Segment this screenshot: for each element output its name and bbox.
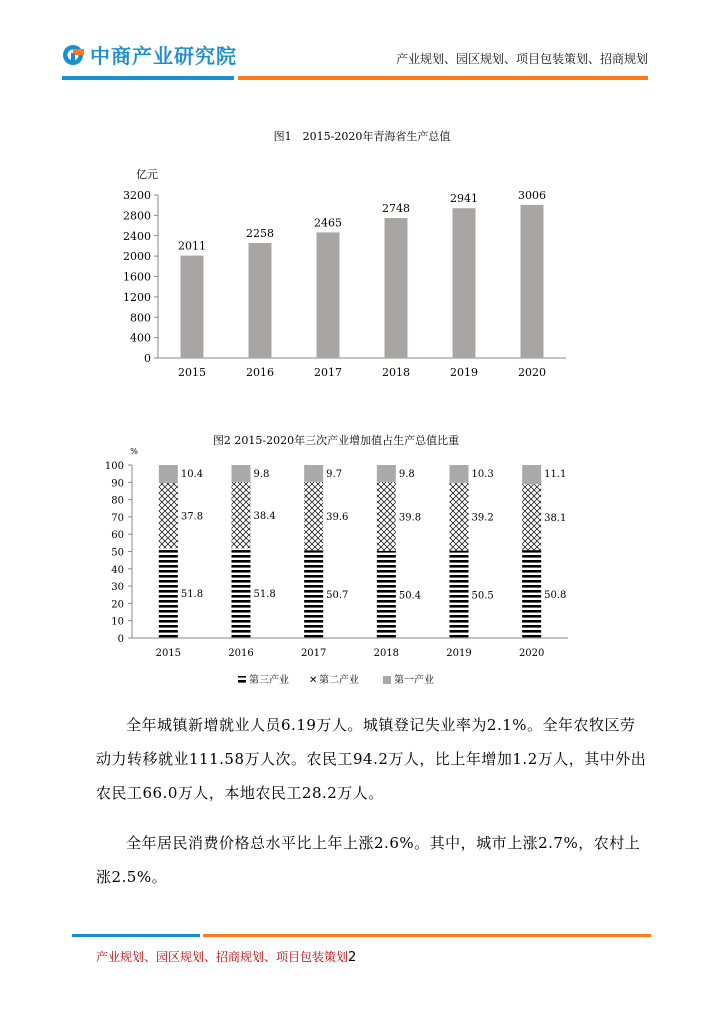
chart2-bar-segment: [159, 465, 178, 483]
chart2-value-label: 51.8: [253, 589, 276, 601]
chart2-bar-segment: [377, 465, 396, 482]
chart2-value-label: 11.1: [544, 469, 567, 480]
header-tagline: 产业规划、园区规划、项目包装策划、招商规划: [395, 52, 648, 66]
chart2-value-label: 9.8: [398, 469, 415, 480]
chart1-value-label: 2941: [450, 192, 478, 206]
chart2-value-label: 39.6: [326, 512, 349, 524]
chart2-bar-segment: [159, 483, 178, 548]
industry-share-stacked-chart: [0, 430, 724, 690]
chart2-value-label: 38.1: [544, 513, 567, 525]
chart1-bar: [385, 218, 408, 358]
footer-services: 产业规划、园区规划、招商规划、项目包装策划: [96, 950, 349, 964]
chart2-value-label: 51.8: [180, 589, 204, 601]
chart2-x-tick-label: 2015: [155, 648, 182, 659]
chart1-x-tick-label: 2016: [246, 366, 274, 379]
chart2-bar-segment: [304, 550, 323, 638]
chart1-title: 图1 2015-2020年青海省生产总值: [273, 130, 451, 143]
chart1-bar: [181, 256, 204, 358]
chart2-bar-segment: [159, 548, 178, 638]
chart2-bar-segment: [450, 551, 469, 638]
chart2-bar-segment: [522, 465, 541, 484]
chart1-y-tick-label: 1200: [123, 290, 151, 304]
paragraph-consumer-prices: 全年居民消费价格总水平比上年上涨2.6%。其中，城市上涨2.7%，农村上涨2.5%。: [96, 834, 641, 886]
chart2-bar-segment: [377, 551, 396, 638]
chart2-value-label: 39.2: [471, 512, 494, 524]
page-number: 2: [348, 950, 357, 965]
chart2-bar-segment: [522, 484, 541, 550]
chart1-x-tick-label: 2015: [178, 366, 206, 379]
chart2-x-tick-label: 2017: [300, 648, 327, 659]
gdp-bar-chart: [0, 120, 724, 390]
chart2-value-label: 50.5: [471, 590, 494, 602]
chart2-bar-segment: [232, 482, 251, 548]
chart1-value-label: 2748: [382, 202, 410, 216]
chart2-y-tick-label: 60: [111, 530, 124, 542]
chart1-y-tick-label: 2800: [123, 209, 151, 223]
chart1-bar: [249, 243, 272, 358]
chart2-bar-segment: [232, 548, 251, 638]
chart1-x-tick-label: 2020: [518, 366, 546, 379]
chart2-value-label: 39.8: [398, 512, 422, 524]
chart2-x-tick-label: 2020: [518, 648, 545, 659]
chart2-y-tick-label: 10: [111, 616, 124, 628]
footer-text: [96, 948, 356, 965]
legend-label-tertiary: 第三产业: [249, 675, 289, 686]
chart2-x-tick-label: 2018: [373, 648, 400, 659]
chart1-y-tick-label: 2400: [123, 229, 151, 243]
chart2-bar-segment: [450, 465, 469, 483]
header-divider-blue: [62, 76, 234, 80]
header-divider-orange: [238, 76, 648, 80]
chart2-bar-segment: [450, 483, 469, 551]
chart1-value-label: 3006: [518, 188, 546, 202]
chart2-x-tick-label: 2016: [228, 648, 254, 659]
chart2-y-tick-label: 20: [111, 599, 124, 611]
chart1-y-tick-label: 3200: [123, 189, 151, 202]
footer-divider-blue: [72, 934, 200, 937]
chart1-bar: [453, 208, 476, 358]
chart2-title: 图2 2015-2020年三次产业增加值占生产总值比重: [212, 434, 460, 447]
chart1-y-tick-label: 400: [130, 331, 151, 345]
chart1-y-tick-label: 800: [130, 311, 151, 325]
chart2-y-tick-label: 30: [111, 582, 124, 594]
footer-divider-orange: [203, 934, 651, 937]
chart1-y-tick-label: 0: [144, 352, 151, 365]
chart2-y-tick-label: 100: [104, 461, 124, 472]
chart2-legend: [238, 673, 434, 686]
chart2-y-tick-label: 40: [111, 564, 124, 576]
chart2-bars: [156, 465, 567, 659]
chart1-y-unit: 亿元: [136, 168, 158, 181]
chart1-y-tick-label: 1600: [123, 270, 151, 284]
chart1-x-tick-label: 2017: [314, 366, 342, 379]
chart2-value-label: 50.7: [326, 590, 349, 602]
chart2-value-label: 9.7: [326, 469, 343, 480]
company-logo: [62, 40, 237, 69]
chart1-bar: [317, 232, 340, 358]
chart2-y-tick-label: 90: [111, 478, 124, 490]
legend-swatch-tertiary: [238, 676, 246, 684]
chart1-x-tick-label: 2018: [382, 366, 410, 379]
chart1-value-label: 2465: [314, 216, 342, 230]
legend-swatch-primary: [383, 676, 391, 684]
chart2-y-unit: %: [130, 447, 138, 456]
chart2-value-label: 50.8: [544, 590, 567, 602]
chart2-y-tick-label: 80: [111, 495, 124, 507]
chart2-bar-segment: [304, 465, 323, 482]
chart1-bars: [178, 189, 546, 379]
legend-swatch-secondary: ✕: [309, 675, 318, 686]
chart1-bar: [521, 205, 544, 358]
legend-label-secondary: 第二产业: [319, 675, 359, 686]
chart1-y-tick-label: 2000: [123, 250, 151, 264]
paragraph-employment: 全年城镇新增就业人员6.19万人。城镇登记失业率为2.1%。全年农牧区劳动力转移就业111.58万人次。农民工94.2万人，比上年增加1.2万人，其中外出农民工66.0万人，本地农民工28.2万人。: [96, 716, 647, 802]
chart2-value-label: 10.4: [180, 469, 204, 480]
chart1-value-label: 2258: [246, 226, 274, 240]
chart2-bar-segment: [232, 465, 251, 482]
legend-label-primary: 第一产业: [394, 675, 434, 686]
chart2-value-label: 50.4: [398, 590, 422, 602]
chart2-y-tick-label: 70: [111, 512, 124, 524]
chart2-bar-segment: [304, 482, 323, 551]
chart2-bar-segment: [377, 482, 396, 551]
chart1-value-label: 2011: [178, 239, 206, 253]
chart2-y-tick-label: 50: [111, 547, 124, 559]
chart2-y-tick-label: 0: [117, 634, 124, 645]
chart2-x-tick-label: 2019: [446, 648, 472, 659]
logo-icon: [62, 44, 84, 66]
chart2-value-label: 38.4: [253, 511, 276, 523]
logo-text: 中商产业研究院: [90, 44, 237, 68]
chart2-bar-segment: [522, 550, 541, 638]
chart2-value-label: 9.8: [253, 469, 270, 480]
chart2-value-label: 10.3: [471, 469, 494, 480]
chart2-value-label: 37.8: [180, 511, 204, 523]
chart1-x-tick-label: 2019: [450, 366, 478, 379]
